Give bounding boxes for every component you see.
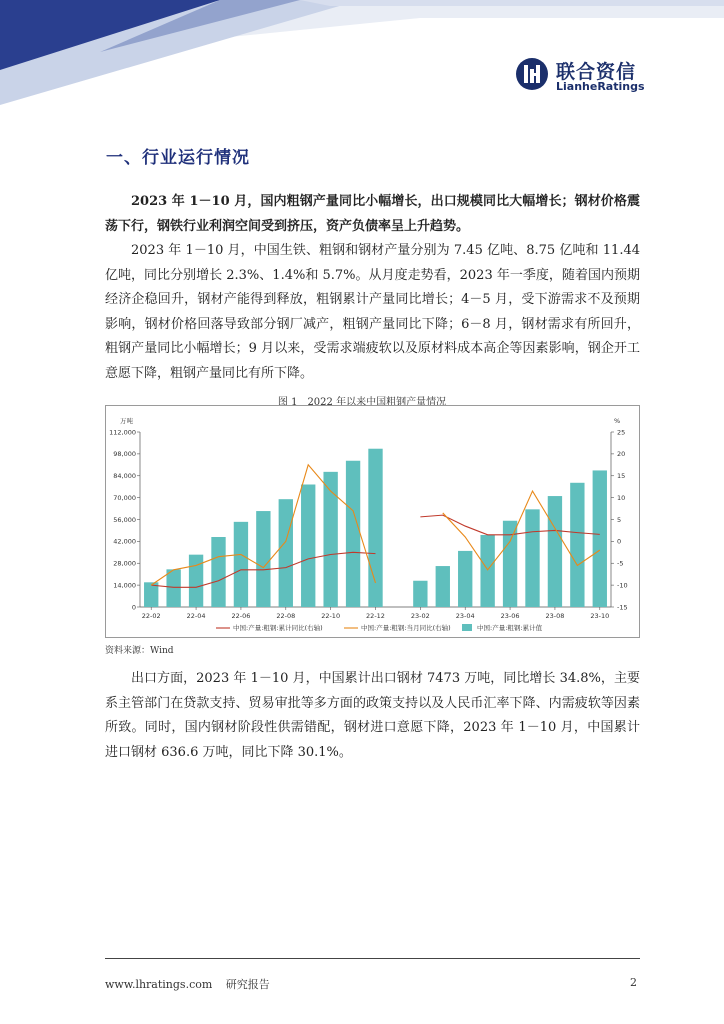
x-tick-label: 23-08 xyxy=(545,612,565,620)
legend-cumulative-yoy-label: 中国:产量:粗钢:累计同比(右轴) xyxy=(233,624,323,632)
bar-crude-steel-cumulative xyxy=(166,569,180,607)
x-tick-label: 23-02 xyxy=(410,612,430,620)
bar-crude-steel-cumulative xyxy=(436,566,450,607)
production-paragraph: 2023 年 1－10 月，中国生铁、粗钢和钢材产量分别为 7.45 亿吨、8.75 亿吨和 11.44 亿吨，同比分别增长 2.3%、1.4%和 5.7%。从月度走势看，2023 年一季度，随着国内预期经济企稳回升，钢材产能得到释放，粗钢累计产量同比增长；4－5 月，受下游需求不及预期影响，钢材价格回落导致部分钢厂减产，粗钢产量同比下降；6－8 月，钢材需求有所回升，粗钢产量同比小幅增长；9 月以来，受需求端疲软以及原材料成本高企等因素影响，钢企开工意愿下降，粗钢产量同比有所下降。 xyxy=(105,243,640,381)
x-tick-label: 23-06 xyxy=(500,612,520,620)
data-source: 资料来源：Wind xyxy=(105,646,174,656)
bar-crude-steel-cumulative xyxy=(548,496,562,607)
footer-left xyxy=(105,976,280,992)
x-tick-label: 22-08 xyxy=(276,612,296,620)
bar-crude-steel-cumulative xyxy=(593,470,607,607)
crude-steel-chart xyxy=(105,405,640,638)
bar-crude-steel-cumulative xyxy=(301,485,315,608)
left-tick-label: 14,000 xyxy=(113,581,136,590)
chart-canvas xyxy=(106,406,639,637)
left-tick-label: 56,000 xyxy=(113,515,136,524)
right-tick-label: -10 xyxy=(617,581,628,590)
bar-crude-steel-cumulative xyxy=(458,551,472,607)
left-tick-label: 70,000 xyxy=(113,493,136,502)
bar-crude-steel-cumulative xyxy=(480,535,494,607)
x-tick-label: 22-02 xyxy=(141,612,161,620)
left-tick-label: 84,000 xyxy=(113,472,136,481)
bar-crude-steel-cumulative xyxy=(346,461,360,607)
legend-cumulative-value-swatch xyxy=(462,624,472,631)
page-number: 2 xyxy=(630,976,637,989)
footer-label: 研究报告 xyxy=(225,978,270,991)
right-tick-label: 20 xyxy=(617,450,626,459)
bar-crude-steel-cumulative xyxy=(570,483,584,607)
left-tick-label: 0 xyxy=(131,603,136,612)
bar-crude-steel-cumulative xyxy=(256,511,270,607)
logo-english-name: LianheRatings xyxy=(556,80,645,93)
section-title: 一、行业运行情况 xyxy=(106,148,250,168)
x-tick-label: 22-04 xyxy=(186,612,206,620)
left-tick-label: 42,000 xyxy=(113,537,136,546)
figure-caption: 图 1 2022 年以来中国粗钢产量情况 xyxy=(277,397,447,408)
right-tick-label: 0 xyxy=(617,537,622,546)
right-tick-label: -15 xyxy=(617,603,628,612)
lianhe-logo-icon xyxy=(515,57,549,91)
logo-chinese-name: 联合资信 xyxy=(556,61,637,83)
legend-monthly-yoy-label: 中国:产量:粗钢:当月同比(右轴) xyxy=(361,624,451,632)
right-tick-label: 10 xyxy=(617,493,626,502)
right-axis-unit: % xyxy=(614,417,621,425)
legend-cumulative-value-label: 中国:产量:粗钢:累计值 xyxy=(477,624,543,632)
x-tick-label: 23-04 xyxy=(455,612,475,620)
right-tick-label: 25 xyxy=(617,428,626,437)
footer-url[interactable]: www.lhratings.com xyxy=(105,978,213,991)
bar-crude-steel-cumulative xyxy=(189,555,203,607)
bar-crude-steel-cumulative xyxy=(279,499,293,607)
x-tick-label: 22-12 xyxy=(366,612,385,620)
bar-crude-steel-cumulative xyxy=(211,537,225,607)
right-tick-label: 5 xyxy=(617,515,622,524)
footer-divider xyxy=(105,958,640,959)
x-tick-label: 23-10 xyxy=(590,612,610,620)
x-tick-label: 22-06 xyxy=(231,612,251,620)
bar-crude-steel-cumulative xyxy=(368,449,382,607)
left-tick-label: 98,000 xyxy=(113,450,136,459)
bar-crude-steel-cumulative xyxy=(413,581,427,607)
bar-crude-steel-cumulative xyxy=(323,472,337,607)
lianhe-logo xyxy=(515,57,650,97)
x-tick-label: 22-10 xyxy=(321,612,341,620)
left-tick-label: 28,000 xyxy=(113,559,136,568)
bar-crude-steel-cumulative xyxy=(525,509,539,607)
left-tick-label: 112,000 xyxy=(109,428,136,437)
left-axis-unit: 万吨 xyxy=(120,417,133,425)
export-paragraph: 出口方面，2023 年 1－10 月，中国累计出口钢材 7473 万吨，同比增长 34.8%，主要系主管部门在贷款支持、贸易审批等多方面的政策支持以及人民币汇率下降、内需疲软等因素所致。同时，国内钢材阶段性供需错配，钢材进口意愿下降，2023 年 1－10 月，中国累计进口钢材 636.6 万吨，同比下降 30.1%。 xyxy=(105,671,640,760)
bar-crude-steel-cumulative xyxy=(234,522,248,607)
right-tick-label: 15 xyxy=(617,472,626,481)
summary-paragraph: 2023 年 1－10 月，国内粗钢产量同比小幅增长，出口规模同比大幅增长；钢材价格震荡下行，钢铁行业利润空间受到挤压，资产负债率呈上升趋势。 xyxy=(105,194,640,234)
right-tick-label: -5 xyxy=(617,559,624,568)
